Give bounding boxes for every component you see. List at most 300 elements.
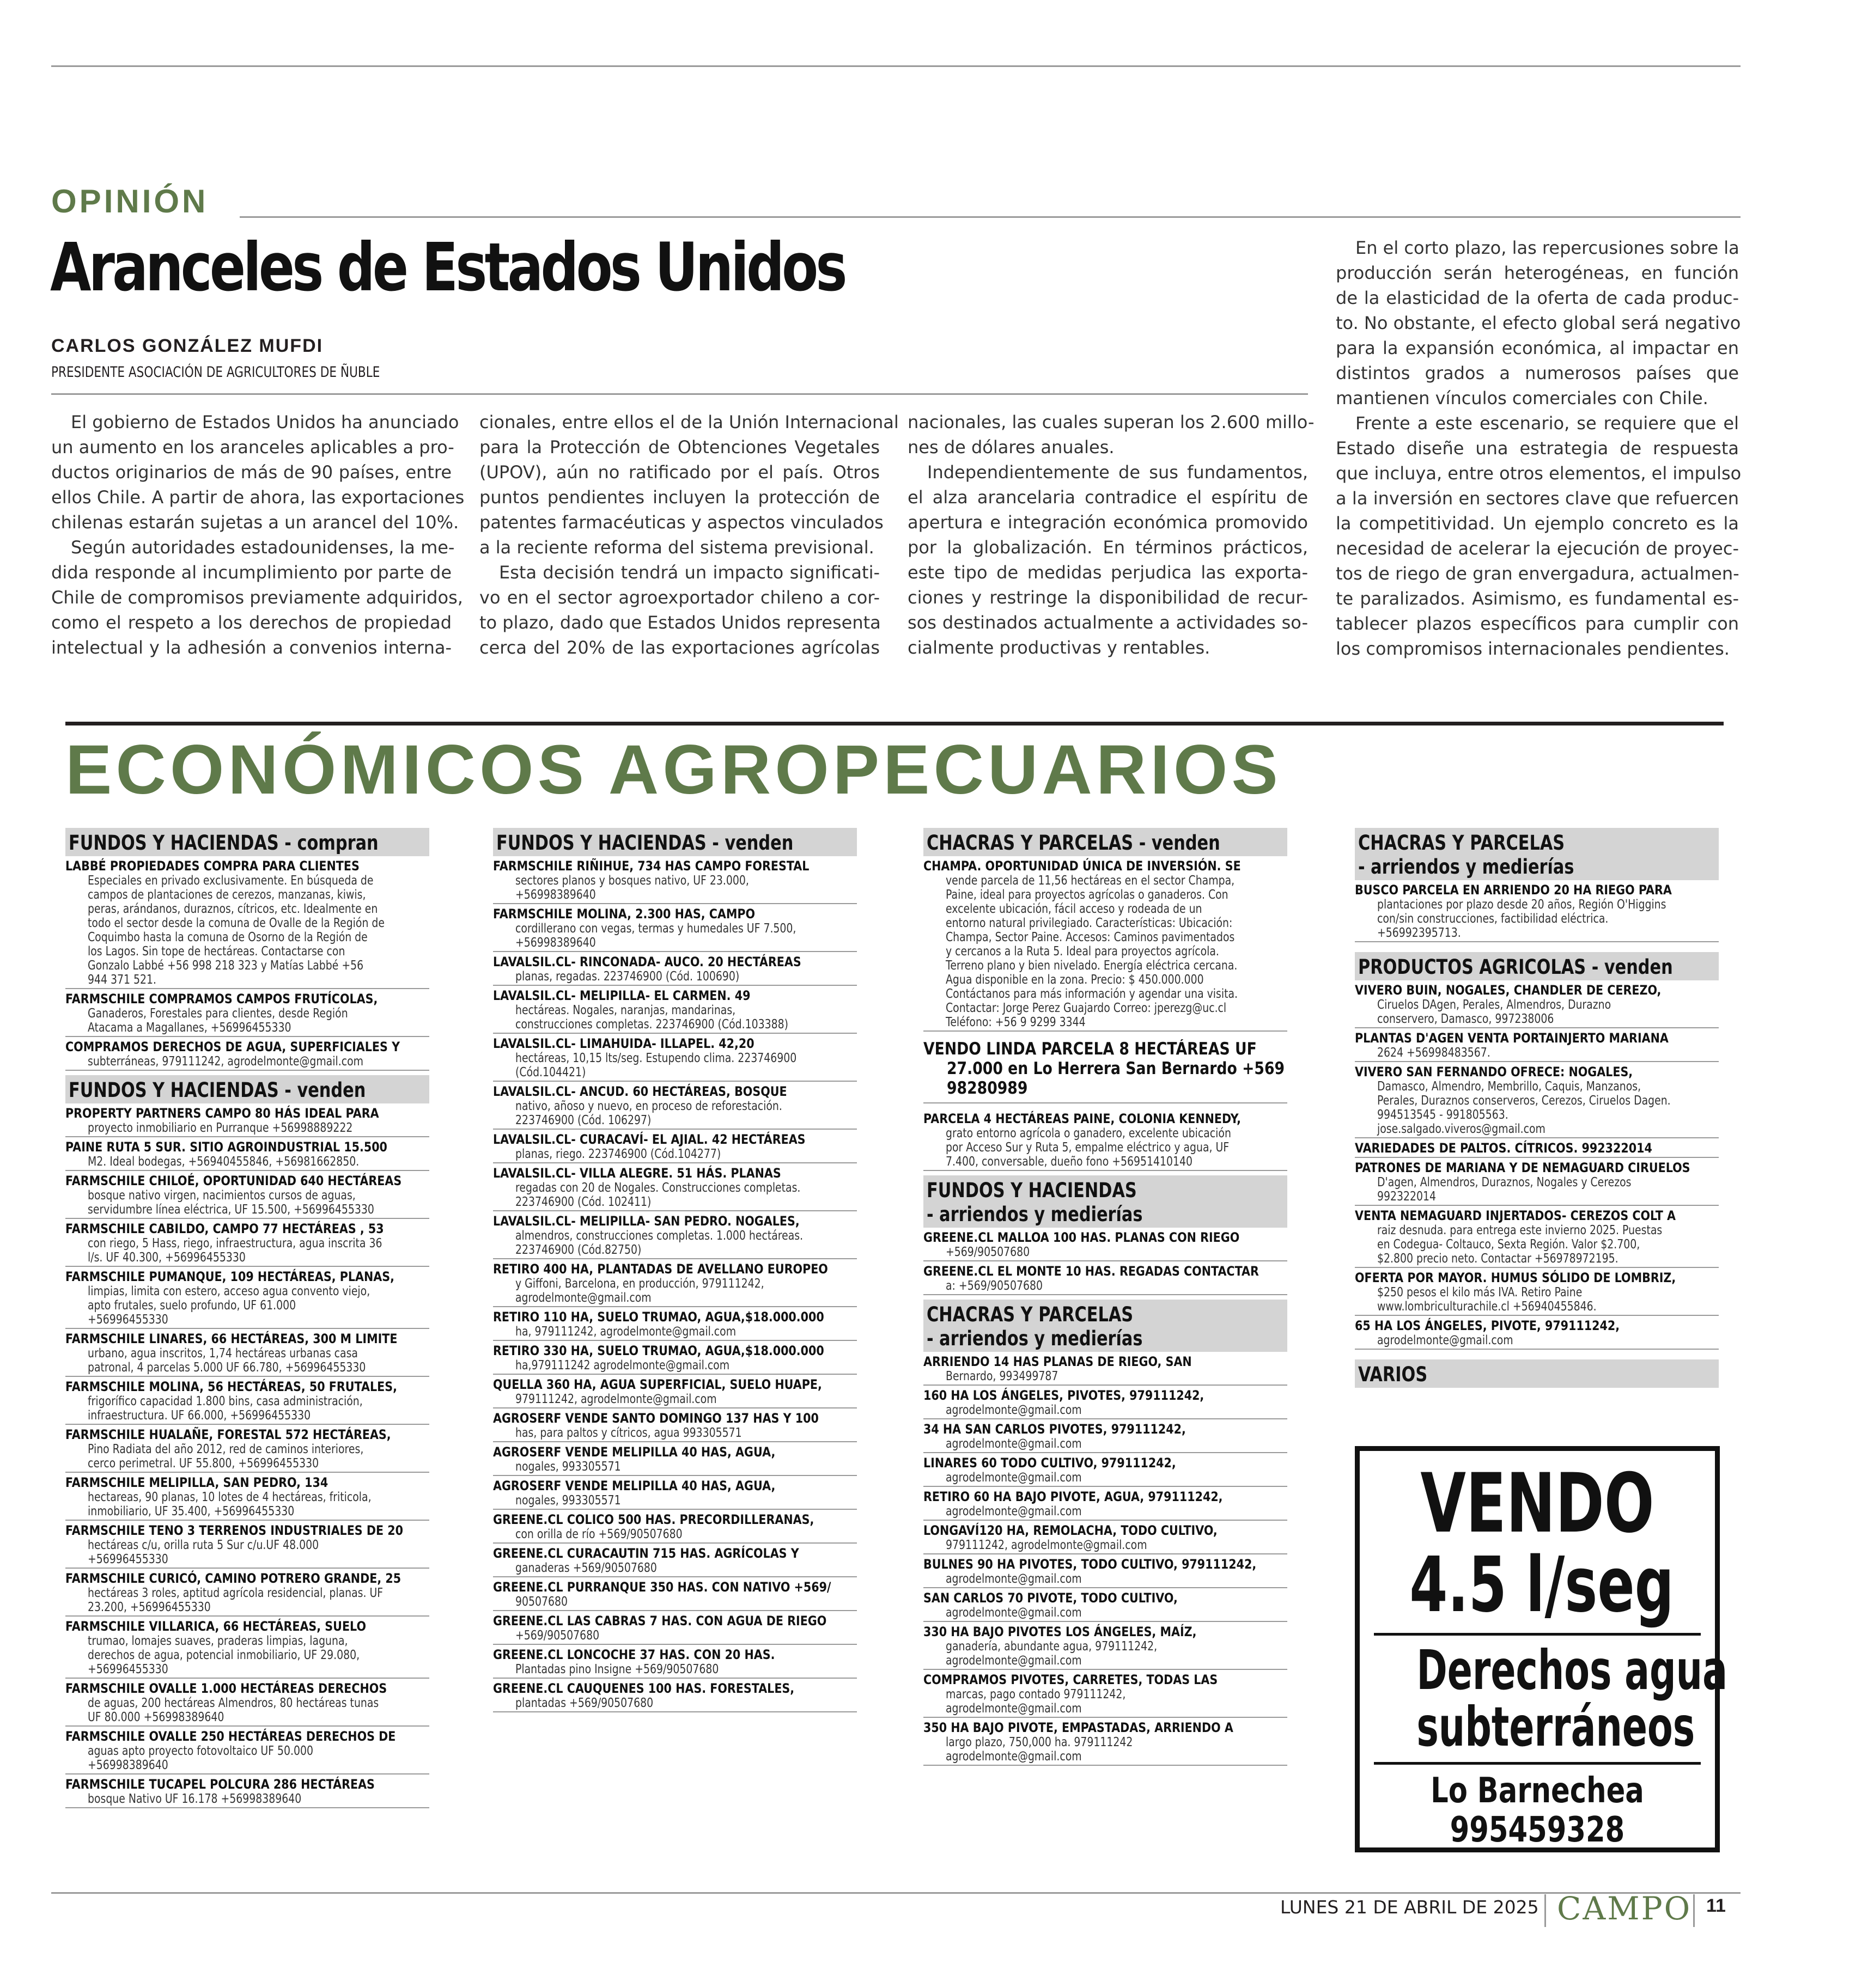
classified-ad bbox=[1355, 980, 1719, 1028]
ad-text: ganadería, abundante agua, 979111242, bbox=[946, 1639, 1158, 1654]
article-line: producción serán heterogéneas, en función bbox=[1336, 263, 1739, 283]
ad-text: patronal, 4 parcelas 5.000 UF 66.780, +56996455330 bbox=[88, 1361, 366, 1375]
ad-text: +56998389640 bbox=[515, 936, 596, 950]
ad-text: Bernardo, 993499787 bbox=[946, 1369, 1058, 1383]
ad-text: UF 80.000 +56998389640 bbox=[88, 1710, 224, 1724]
article-author: CARLOS GONZÁLEZ MUFDI bbox=[51, 336, 324, 356]
ad-text: plantadas +569/90507680 bbox=[515, 1696, 654, 1710]
category-title: CHACRAS Y PARCELAS bbox=[1358, 831, 1565, 855]
ad-text: sectores planos y bosques nativo, UF 23.000, bbox=[515, 874, 749, 888]
ad-heading: LABBÉ PROPIEDADES COMPRA PARA CLIENTES bbox=[65, 858, 360, 874]
article-line: Esta decisión tendrá un impacto significati- bbox=[499, 562, 880, 583]
ad-text: raiz desnuda. para entrega este invierno 2025. Puestas bbox=[1377, 1223, 1663, 1237]
ad-text: Perales, Duraznos conserveros, Cerezos, Ciruelos Dagen. bbox=[1377, 1094, 1671, 1108]
category-header bbox=[65, 828, 429, 856]
ad-text: apto frutales, suelo profundo, UF 61.000 bbox=[88, 1298, 296, 1313]
article-line: Frente a este escenario, se requiere que el bbox=[1355, 413, 1739, 434]
ad-heading: LAVALSIL.CL- CURACAVÍ- EL AJIAL. 42 HECTÁREAS bbox=[493, 1132, 806, 1147]
ad-text: 90507680 bbox=[515, 1595, 568, 1609]
ad-text: Teléfono: +56 9 9299 3344 bbox=[946, 1015, 1086, 1029]
ad-text: plantaciones por plazo desde 20 años, Región O'Higgins bbox=[1377, 898, 1666, 912]
article-line: En el corto plazo, las repercusiones sobre la bbox=[1355, 237, 1739, 258]
ad-text: servidumbre línea eléctrica, UF 15.500, +56996455330 bbox=[88, 1203, 374, 1217]
classified-ad bbox=[493, 1577, 857, 1611]
ad-heading: GREENE.CL LONCOCHE 37 HAS. CON 20 HAS. bbox=[493, 1647, 775, 1662]
ad-text: Ciruelos DAgen, Perales, Almendros, Durazno bbox=[1377, 998, 1611, 1012]
article-column-4 bbox=[1336, 235, 1742, 661]
ad-text: hectáreas. Nogales, naranjas, mandarinas, bbox=[515, 1003, 736, 1017]
ad-text: entorno natural privilegiado. Características: Ubicación: bbox=[946, 916, 1233, 930]
ad-text: agrodelmonte@gmail.com bbox=[946, 1437, 1082, 1451]
classified-ad bbox=[923, 1487, 1287, 1521]
ad-heading: FARMSCHILE CHILOÉ, OPORTUNIDAD 640 HECTÁREAS bbox=[65, 1173, 402, 1188]
article-line: distintos grados a numerosos países que bbox=[1336, 363, 1739, 383]
classified-ad bbox=[65, 1137, 429, 1171]
ad-text: Contactar: Jorge Perez Guajardo Correo: jperezg@uc.cl bbox=[946, 1001, 1227, 1015]
article-line: sos destinados actualmente a actividades so- bbox=[908, 612, 1308, 633]
article-line: patentes farmacéuticas y aspectos vinculados bbox=[479, 512, 884, 533]
section-label-rule bbox=[240, 216, 1741, 218]
article-line: los compromisos internacionales pendientes. bbox=[1336, 638, 1730, 659]
classifieds-title: ECONÓMICOS AGROPECUARIOS bbox=[65, 731, 1282, 809]
ad-heading: GREENE.CL MALLOA 100 HAS. PLANAS CON RIEGO bbox=[923, 1230, 1240, 1245]
ad-text: +56996455330 bbox=[88, 1662, 168, 1676]
category-title: FUNDOS Y HACIENDAS - compran bbox=[69, 831, 379, 855]
ad-heading: VARIEDADES DE PALTOS. CÍTRICOS. 992322014 bbox=[1355, 1141, 1652, 1156]
classified-ad bbox=[1355, 1206, 1719, 1268]
article-line: puntos pendientes incluyen la protección de bbox=[479, 487, 880, 508]
article-line: to. No obstante, el efecto global será negativo bbox=[1336, 313, 1741, 333]
author-role: PRESIDENTE ASOCIACIÓN DE AGRICULTORES DE ÑUBLE bbox=[51, 364, 380, 381]
category-title: FUNDOS Y HACIENDAS - venden bbox=[69, 1078, 366, 1102]
ad-heading: PROPERTY PARTNERS CAMPO 80 HÁS IDEAL PARA bbox=[65, 1106, 379, 1121]
ad-heading: GREENE.CL CURACAUTIN 715 HAS. AGRÍCOLAS Y bbox=[493, 1546, 799, 1561]
ad-text: todo el sector desde la comuna de Ovalle de la Región de bbox=[88, 916, 385, 930]
article-line: (UPOV), aún no ratificado por el país. Otros bbox=[479, 462, 880, 483]
classified-ad bbox=[923, 1453, 1287, 1487]
article-line: la competitividad. Un ejemplo concreto es la bbox=[1336, 513, 1739, 534]
classified-ad bbox=[923, 1622, 1287, 1670]
ad-heading: FARMSCHILE CABILDO, CAMPO 77 HECTÁREAS , 53 bbox=[65, 1221, 384, 1236]
category-header bbox=[1355, 1359, 1719, 1388]
footer-brand-logo: CAMPO bbox=[1557, 1890, 1692, 1927]
article-title: Aranceles de Estados Unidos bbox=[50, 229, 845, 306]
header-rule bbox=[51, 393, 1308, 395]
article-line: para la Protección de Obtenciones Vegetales bbox=[479, 437, 880, 458]
ad-text: Paine, ideal para proyectos agrícolas o ganaderos. Con bbox=[946, 888, 1228, 902]
classified-ad bbox=[493, 1611, 857, 1645]
classified-ad bbox=[65, 856, 429, 989]
classified-ad bbox=[1355, 1062, 1719, 1138]
classifieds-column-3 bbox=[923, 824, 1287, 1766]
category-subtitle: - arriendos y medierías bbox=[927, 1327, 1143, 1350]
ad-text: agrodelmonte@gmail.com bbox=[946, 1606, 1082, 1620]
ad-heading: AGROSERF VENDE SANTO DOMINGO 137 HAS Y 100 bbox=[493, 1411, 819, 1426]
category-header bbox=[923, 828, 1287, 856]
article-line: Estado diseñe una estrategia de respuesta bbox=[1336, 438, 1739, 459]
ad-text: infraestructura. UF 66.000, +56996455330 bbox=[88, 1408, 311, 1423]
classified-ad bbox=[493, 1082, 857, 1130]
ad-text: Champa, Sector Paine. Accesos: Caminos pavimentados bbox=[946, 930, 1235, 944]
classified-ad bbox=[65, 1774, 429, 1808]
ad-text: agrodelmonte@gmail.com bbox=[946, 1504, 1082, 1519]
article-line: to plazo, dado que Estados Unidos representa bbox=[479, 612, 881, 633]
ad-heading: ARRIENDO 14 HAS PLANAS DE RIEGO, SAN bbox=[923, 1354, 1192, 1369]
ad-text: frigorífico capacidad 1.800 bins, casa administración, bbox=[88, 1394, 363, 1408]
article-line: mantienen vínculos comerciales con Chile. bbox=[1336, 388, 1708, 408]
ad-text: hectáreas c/u, orilla ruta 5 Sur c/u.UF 48.000 bbox=[88, 1538, 319, 1552]
ad-text: +569/90507680 bbox=[515, 1629, 600, 1643]
ad-text: cerco perimetral. UF 55.800, +56996455330 bbox=[88, 1456, 319, 1471]
article-line: cerca del 20% de las exportaciones agrícolas bbox=[479, 637, 880, 658]
ad-text: 223746900 (Cód. 106297) bbox=[515, 1113, 652, 1127]
category-header bbox=[1355, 952, 1719, 980]
ad-heading: LONGAVÍ120 HA, REMOLACHA, TODO CULTIVO, bbox=[923, 1523, 1218, 1538]
classified-ad bbox=[493, 1034, 857, 1082]
section-label: OPINIÓN bbox=[51, 183, 209, 219]
classified-ad bbox=[493, 1163, 857, 1211]
ad-heading: VIVERO SAN FERNANDO OFRECE: NOGALES, bbox=[1355, 1064, 1633, 1080]
ad-text: 7.400, conversable, dueño fono +56951410140 bbox=[946, 1155, 1193, 1169]
classified-ad bbox=[65, 1569, 429, 1617]
ad-text: agrodelmonte@gmail.com bbox=[946, 1749, 1082, 1764]
ad-heading: FARMSCHILE OVALLE 1.000 HECTÁREAS DERECHOS bbox=[65, 1681, 387, 1696]
classified-ad bbox=[1355, 1138, 1719, 1158]
ad-text: inmobiliario, UF 35.400, +56996455330 bbox=[88, 1504, 295, 1519]
ad-text: Damasco, Almendro, Membrillo, Caquis, Manzanos, bbox=[1377, 1080, 1641, 1094]
classified-ad bbox=[923, 1103, 1287, 1171]
article-line: vo en el sector agroexportador chileno a cor- bbox=[479, 587, 880, 608]
ad-text: 944 371 521. bbox=[88, 973, 156, 987]
ad-text: Agua disponible en la zona. Precio: $ 450.000.000 bbox=[946, 973, 1204, 987]
ad-text: agrodelmonte@gmail.com bbox=[515, 1291, 652, 1305]
article-line: a la inversión en sectores clave que refuercen bbox=[1336, 488, 1739, 509]
ad-text: agrodelmonte@gmail.com bbox=[946, 1471, 1082, 1485]
ad-heading: VENTA NEMAGUARD INJERTADOS- CEREZOS COLT A bbox=[1355, 1208, 1676, 1223]
classified-ad bbox=[1355, 880, 1719, 942]
ad-text: www.lombriculturachile.cl +56940455846. bbox=[1377, 1300, 1597, 1314]
article-line: Según autoridades estadounidenses, la me- bbox=[71, 537, 455, 558]
ad-text: Terreno plano y bien nivelado. Energía eléctrica cercana. bbox=[946, 959, 1238, 973]
classified-ad bbox=[65, 1473, 429, 1521]
ad-text: agrodelmonte@gmail.com bbox=[1377, 1333, 1513, 1347]
category-title: CHACRAS Y PARCELAS - venden bbox=[927, 831, 1220, 855]
ad-heading: 27.000 en Lo Herrera San Bernardo +569 bbox=[947, 1059, 1285, 1078]
article-line: como el respeto a los derechos de propiedad bbox=[51, 612, 452, 633]
classified-ad bbox=[493, 1645, 857, 1679]
ad-heading: FARMSCHILE TENO 3 TERRENOS INDUSTRIALES DE 20 bbox=[65, 1523, 403, 1538]
box-ad-line: Derechos agua bbox=[1416, 1638, 1727, 1702]
ad-text: Gonzalo Labbé +56 998 218 323 y Matías Labbé +56 bbox=[88, 959, 364, 973]
ad-heading: LAVALSIL.CL- MELIPILLA- SAN PEDRO. NOGALES, bbox=[493, 1213, 800, 1229]
article-line: intelectual y la adhesión a convenios interna- bbox=[51, 637, 452, 658]
ad-text: $2.800 precio neto. Contactar +56978972195. bbox=[1377, 1252, 1618, 1266]
article-line: para la expansión económica, al impactar en bbox=[1336, 338, 1739, 358]
box-ad-line: subterráneos bbox=[1416, 1695, 1695, 1759]
classified-ad bbox=[923, 1261, 1287, 1295]
category-subtitle: - arriendos y medierías bbox=[1358, 855, 1574, 879]
ad-text: 2624 +56998483567. bbox=[1377, 1046, 1490, 1060]
ad-heading: COMPRAMOS PIVOTES, CARRETES, TODAS LAS bbox=[923, 1672, 1218, 1687]
classified-ad bbox=[493, 1211, 857, 1259]
page-number: 11 bbox=[1706, 1895, 1726, 1916]
ad-heading: FARMSCHILE TUCAPEL POLCURA 286 HECTÁREAS bbox=[65, 1777, 375, 1792]
article-line: cionales, entre ellos el de la Unión Internacional bbox=[479, 412, 899, 432]
ad-text: +56998389640 bbox=[515, 888, 596, 902]
ad-text: almendros, construcciones completas. 1.000 hectáreas. bbox=[515, 1229, 804, 1243]
classified-ad bbox=[493, 1130, 857, 1163]
classified-ad bbox=[1355, 1028, 1719, 1062]
ad-heading: 350 HA BAJO PIVOTE, EMPASTADAS, ARRIENDO A bbox=[923, 1720, 1233, 1735]
article-line: tos de riego de gran envergadura, actualmen- bbox=[1336, 563, 1739, 584]
footer-date: LUNES 21 DE ABRIL DE 2025 bbox=[1280, 1896, 1539, 1918]
ad-heading: RETIRO 110 HA, SUELO TRUMAO, AGUA,$18.000.000 bbox=[493, 1309, 824, 1325]
classified-ad bbox=[65, 1377, 429, 1425]
ad-text: proyecto inmobiliario en Purranque +56998889222 bbox=[88, 1121, 353, 1135]
classified-ad bbox=[493, 1341, 857, 1375]
ad-text: bosque nativo virgen, nacimientos cursos de aguas, bbox=[88, 1188, 356, 1203]
classified-ad bbox=[493, 856, 857, 904]
classified-ad bbox=[923, 1521, 1287, 1554]
classified-ad bbox=[493, 1679, 857, 1712]
category-header bbox=[923, 1300, 1287, 1352]
article-line: nes de dólares anuales. bbox=[908, 437, 1115, 458]
ad-text: por Acceso Sur y Ruta 5, empalme eléctrico y agua, UF bbox=[946, 1141, 1230, 1155]
classified-ad bbox=[493, 1476, 857, 1510]
ad-text: conservero, Damasco, 997238006 bbox=[1377, 1012, 1554, 1026]
box-ad-line: 4.5 l/seg bbox=[1409, 1541, 1674, 1630]
classified-ad bbox=[493, 986, 857, 1034]
classified-ad bbox=[923, 1386, 1287, 1419]
ad-text: excelente ubicación, fácil acceso y rodeada de un bbox=[946, 902, 1202, 916]
ad-heading: RETIRO 330 HA, SUELO TRUMAO, AGUA,$18.000.000 bbox=[493, 1343, 824, 1358]
ad-heading: QUELLA 360 HA, AGUA SUPERFICIAL, SUELO HUAPE, bbox=[493, 1377, 822, 1392]
ad-text: 223746900 (Cód.82750) bbox=[515, 1243, 642, 1257]
ad-text: campos de plantaciones de cerezos, manzanas, kiwis, bbox=[88, 888, 366, 902]
ad-text: Plantadas pino Insigne +569/90507680 bbox=[515, 1662, 719, 1676]
classified-ad bbox=[923, 1588, 1287, 1622]
ad-text: (Cód.104421) bbox=[515, 1065, 586, 1080]
ad-text: Pino Radiata del año 2012, red de caminos interiores, bbox=[88, 1442, 364, 1456]
ad-text: bosque Nativo UF 16.178 +56998389640 bbox=[88, 1792, 302, 1806]
ad-text: +56996455330 bbox=[88, 1313, 168, 1327]
ad-text: subterráneas, 979111242, agrodelmonte@gmail.com bbox=[88, 1054, 364, 1069]
ad-heading: FARMSCHILE MOLINA, 2.300 HAS, CAMPO bbox=[493, 906, 756, 922]
category-header bbox=[65, 1075, 429, 1103]
ad-heading: 98280989 bbox=[947, 1078, 1028, 1098]
classifieds-column-4 bbox=[1355, 824, 1719, 1388]
classified-ad bbox=[65, 1329, 429, 1377]
ad-heading: FARMSCHILE RIÑIHUE, 734 HAS CAMPO FORESTAL bbox=[493, 858, 810, 874]
classified-ad bbox=[65, 1425, 429, 1473]
article-line: ciones y restringe la disponibilidad de recur- bbox=[908, 587, 1308, 608]
ad-heading: GREENE.CL LAS CABRAS 7 HAS. CON AGUA DE RIEGO bbox=[493, 1613, 827, 1629]
article-line: Chile de compromisos previamente adquiridos, bbox=[51, 587, 463, 608]
ad-text: regadas con 20 de Nogales. Construcciones completas. bbox=[515, 1181, 801, 1195]
ad-heading: GREENE.CL EL MONTE 10 HAS. REGADAS CONTACTAR bbox=[923, 1264, 1259, 1279]
article-column-1 bbox=[51, 410, 465, 660]
article-line: tablecer plazos específicos para cumplir con bbox=[1336, 613, 1739, 634]
ad-text: largo plazo, 750,000 ha. 979111242 bbox=[946, 1735, 1133, 1749]
ad-text: hectáreas 3 roles, aptitud agrícola residencial, planas. UF bbox=[88, 1586, 384, 1600]
category-title: FUNDOS Y HACIENDAS - venden bbox=[496, 831, 794, 855]
ad-text: nativo, añoso y nuevo, en proceso de reforestación. bbox=[515, 1099, 782, 1113]
ad-text: +56992395713. bbox=[1377, 926, 1461, 940]
article-line: por la globalización. En términos prácticos, bbox=[908, 537, 1308, 558]
classified-ad bbox=[493, 1408, 857, 1442]
article-line: chilenas estarán sujetas a un arancel del 10%. bbox=[51, 512, 459, 533]
ad-heading: LAVALSIL.CL- RINCONADA- AUCO. 20 HECTÁREAS bbox=[493, 954, 801, 969]
article-column-2 bbox=[479, 410, 899, 660]
ad-heading: AGROSERF VENDE MELIPILLA 40 HAS, AGUA, bbox=[493, 1478, 776, 1493]
ad-heading: CHAMPA. OPORTUNIDAD ÚNICA DE INVERSIÓN. SE bbox=[923, 858, 1241, 874]
ad-heading: BULNES 90 HA PIVOTES, TODO CULTIVO, 979111242, bbox=[923, 1557, 1257, 1572]
ad-text: D'agen, Almendros, Duraznos, Nogales y Cerezos bbox=[1377, 1175, 1632, 1190]
classified-ad bbox=[1355, 1316, 1719, 1350]
ad-heading: 160 HA LOS ÁNGELES, PIVOTES, 979111242, bbox=[923, 1388, 1204, 1403]
classified-ad bbox=[65, 1103, 429, 1137]
box-ad-line: VENDO bbox=[1420, 1456, 1654, 1551]
box-ad-divider bbox=[1374, 1762, 1701, 1765]
ad-heading: 330 HA BAJO PIVOTES LOS ÁNGELES, MAÍZ, bbox=[923, 1624, 1197, 1639]
category-title: FUNDOS Y HACIENDAS bbox=[927, 1179, 1137, 1202]
classified-ad bbox=[1355, 1268, 1719, 1316]
classified-ad bbox=[65, 1617, 429, 1679]
ad-text: jose.salgado.viveros@gmail.com bbox=[1377, 1122, 1545, 1136]
article-column-3 bbox=[908, 410, 1315, 660]
ad-text: hectareas, 90 planas, 10 lotes de 4 hectáreas, friticola, bbox=[88, 1490, 372, 1504]
ad-heading: FARMSCHILE COMPRAMOS CAMPOS FRUTÍCOLAS, bbox=[65, 991, 378, 1007]
ad-text: nogales, 993305571 bbox=[515, 1460, 621, 1474]
ad-text: y Giffoni, Barcelona, en producción, 979111242, bbox=[515, 1277, 764, 1291]
ad-text: los Lagos. Sin tope de hectáreas. Contactarse con bbox=[88, 944, 345, 959]
classified-ad bbox=[1355, 1158, 1719, 1206]
ad-text: con orilla de río +569/90507680 bbox=[515, 1527, 683, 1541]
classified-ad bbox=[65, 989, 429, 1037]
ad-text: hectáreas, 10,15 lts/seg. Estupendo clima. 223746900 bbox=[515, 1051, 797, 1065]
classified-ad bbox=[65, 1727, 429, 1774]
ad-text: Coquimbo hasta la comuna de Osorno de la Región de bbox=[88, 930, 368, 944]
ad-text: +569/90507680 bbox=[946, 1245, 1030, 1259]
ad-text: 994513545 - 991805563. bbox=[1377, 1108, 1508, 1122]
classified-ad bbox=[923, 856, 1287, 1032]
ad-heading: FARMSCHILE CURICÓ, CAMINO POTRERO GRANDE, 25 bbox=[65, 1571, 401, 1586]
ad-text: ha,979111242 agrodelmonte@gmail.com bbox=[515, 1358, 730, 1373]
ad-text: vende parcela de 11,56 hectáreas en el sector Champa, bbox=[946, 874, 1235, 888]
ad-heading: AGROSERF VENDE MELIPILLA 40 HAS, AGUA, bbox=[493, 1444, 776, 1460]
ad-text: en Codegua- Coltauco, Sexta Región. Valor $2.700, bbox=[1377, 1237, 1640, 1252]
ad-text: has, para paltos y cítricos, agua 993305571 bbox=[515, 1426, 742, 1440]
ad-text: peras, arándanos, duraznos, cítricos, etc. Idealmente en bbox=[88, 902, 378, 916]
ad-text: cordillerano con vegas, termas y humedales UF 7.500, bbox=[515, 922, 796, 936]
ad-text: 979111242, agrodelmonte@gmail.com bbox=[515, 1392, 717, 1406]
classified-ad-featured bbox=[923, 1032, 1287, 1103]
category-title: CHACRAS Y PARCELAS bbox=[927, 1303, 1134, 1326]
article-line: a la reciente reforma del sistema previsional. bbox=[479, 537, 874, 558]
category-header bbox=[923, 1175, 1287, 1228]
ad-heading: FARMSCHILE MOLINA, 56 HECTÁREAS, 50 FRUTALES, bbox=[65, 1379, 397, 1394]
ad-text: ganaderas +569/90507680 bbox=[515, 1561, 657, 1575]
classifieds-column-2 bbox=[493, 824, 857, 1712]
ad-text: +56998389640 bbox=[88, 1758, 168, 1772]
ad-text: agrodelmonte@gmail.com bbox=[946, 1403, 1082, 1417]
classified-ad bbox=[493, 1510, 857, 1544]
ad-heading: RETIRO 60 HA BAJO PIVOTE, AGUA, 979111242, bbox=[923, 1489, 1223, 1504]
ad-text: nogales, 993305571 bbox=[515, 1493, 621, 1508]
ad-text: agrodelmonte@gmail.com bbox=[946, 1572, 1082, 1586]
classified-ad bbox=[493, 1544, 857, 1577]
classified-ad bbox=[493, 952, 857, 986]
ad-text: 992322014 bbox=[1377, 1190, 1436, 1204]
ad-heading: PARCELA 4 HECTÁREAS PAINE, COLONIA KENNEDY, bbox=[923, 1111, 1241, 1126]
ad-text: limpias, limita con estero, acceso agua convento viejo, bbox=[88, 1284, 370, 1298]
classified-ad bbox=[923, 1352, 1287, 1386]
ad-heading: GREENE.CL COLICO 500 HAS. PRECORDILLERANAS, bbox=[493, 1512, 814, 1527]
ad-heading: LAVALSIL.CL- ANCUD. 60 HECTÁREAS, BOSQUE bbox=[493, 1084, 787, 1099]
ad-heading: VIVERO BUIN, NOGALES, CHANDLER DE CEREZO, bbox=[1355, 983, 1662, 998]
ad-heading: PAINE RUTA 5 SUR. SITIO AGROINDUSTRIAL 15.500 bbox=[65, 1139, 387, 1155]
box-ad-divider bbox=[1374, 1633, 1701, 1636]
ad-text: planas, riego. 223746900 (Cód.104277) bbox=[515, 1147, 721, 1161]
article-line: dida responde al incumplimiento por parte de bbox=[51, 562, 452, 583]
article-line: un aumento en los aranceles aplicables a pro- bbox=[51, 437, 454, 458]
article-line: el alza arancelaria contradice el espíritu de bbox=[908, 487, 1308, 508]
ad-heading: LINARES 60 TODO CULTIVO, 979111242, bbox=[923, 1455, 1176, 1471]
classified-ad bbox=[923, 1554, 1287, 1588]
classified-ad bbox=[65, 1521, 429, 1569]
ad-text: trumao, lomajes suaves, praderas limpias, laguna, bbox=[88, 1634, 348, 1648]
ad-heading: FARMSCHILE MELIPILLA, SAN PEDRO, 134 bbox=[65, 1475, 328, 1490]
ad-heading: LAVALSIL.CL- MELIPILLA- EL CARMEN. 49 bbox=[493, 988, 751, 1003]
footer-rule bbox=[51, 1892, 1741, 1894]
article-line: te paralizados. Asimismo, es fundamental es- bbox=[1336, 588, 1739, 609]
classified-ad bbox=[493, 1259, 857, 1307]
ad-text: agrodelmonte@gmail.com bbox=[946, 1654, 1082, 1668]
ad-heading: GREENE.CL PURRANQUE 350 HAS. CON NATIVO +569/ bbox=[493, 1580, 831, 1595]
box-advertisement bbox=[1355, 1446, 1727, 1852]
classified-ad bbox=[923, 1718, 1287, 1766]
ad-text: derechos de agua, potencial inmobiliario, UF 29.080, bbox=[88, 1648, 360, 1662]
classified-ad bbox=[65, 1267, 429, 1329]
article-line: este tipo de medidas perjudica las exporta- bbox=[908, 562, 1308, 583]
article-line: nacionales, las cuales superan los 2.600 millo- bbox=[908, 412, 1315, 432]
ad-text: Ganaderos, Forestales para clientes, desde Región bbox=[88, 1007, 348, 1021]
ad-text: Atacama a Magallanes, +56996455330 bbox=[88, 1021, 291, 1035]
ad-text: Contáctanos para más información y agendar una visita. bbox=[946, 987, 1238, 1001]
box-ad-phone: 995459328 bbox=[1450, 1810, 1625, 1850]
ad-heading: FARMSCHILE PUMANQUE, 109 HECTÁREAS, PLANAS, bbox=[65, 1269, 394, 1284]
ad-heading: LAVALSIL.CL- LIMAHUIDA- ILLAPEL. 42,20 bbox=[493, 1036, 754, 1051]
ad-text: 979111242, agrodelmonte@gmail.com bbox=[946, 1538, 1147, 1552]
ad-text: a: +569/90507680 bbox=[946, 1279, 1043, 1293]
category-title: VARIOS bbox=[1358, 1363, 1428, 1386]
ad-text: marcas, pago contado 979111242, bbox=[946, 1687, 1126, 1702]
classified-ad bbox=[923, 1670, 1287, 1718]
ad-heading: RETIRO 400 HA, PLANTADAS DE AVELLANO EUROPEO bbox=[493, 1261, 828, 1277]
classified-ad bbox=[493, 1307, 857, 1341]
article-line: de la elasticidad de la oferta de cada produc- bbox=[1336, 288, 1739, 308]
ad-text: planas, regadas. 223746900 (Cód. 100690) bbox=[515, 969, 740, 984]
article-line: que incluya, entre otros elementos, el impulso bbox=[1336, 463, 1742, 484]
ad-heading: GREENE.CL CAUQUENES 100 HAS. FORESTALES, bbox=[493, 1681, 795, 1696]
ad-heading: 34 HA SAN CARLOS PIVOTES, 979111242, bbox=[923, 1422, 1186, 1437]
ad-heading: PLANTAS D'AGEN VENTA PORTAINJERTO MARIANA bbox=[1355, 1030, 1669, 1046]
ad-text: 223746900 (Cód. 102411) bbox=[515, 1195, 652, 1209]
ad-text: y cercanos a la Ruta 5. Ideal para proyectos agrícola. bbox=[946, 944, 1219, 959]
classified-ad bbox=[65, 1171, 429, 1219]
classified-ad bbox=[493, 904, 857, 952]
ad-text: con/sin construcciones, factibilidad eléctrica. bbox=[1377, 912, 1609, 926]
